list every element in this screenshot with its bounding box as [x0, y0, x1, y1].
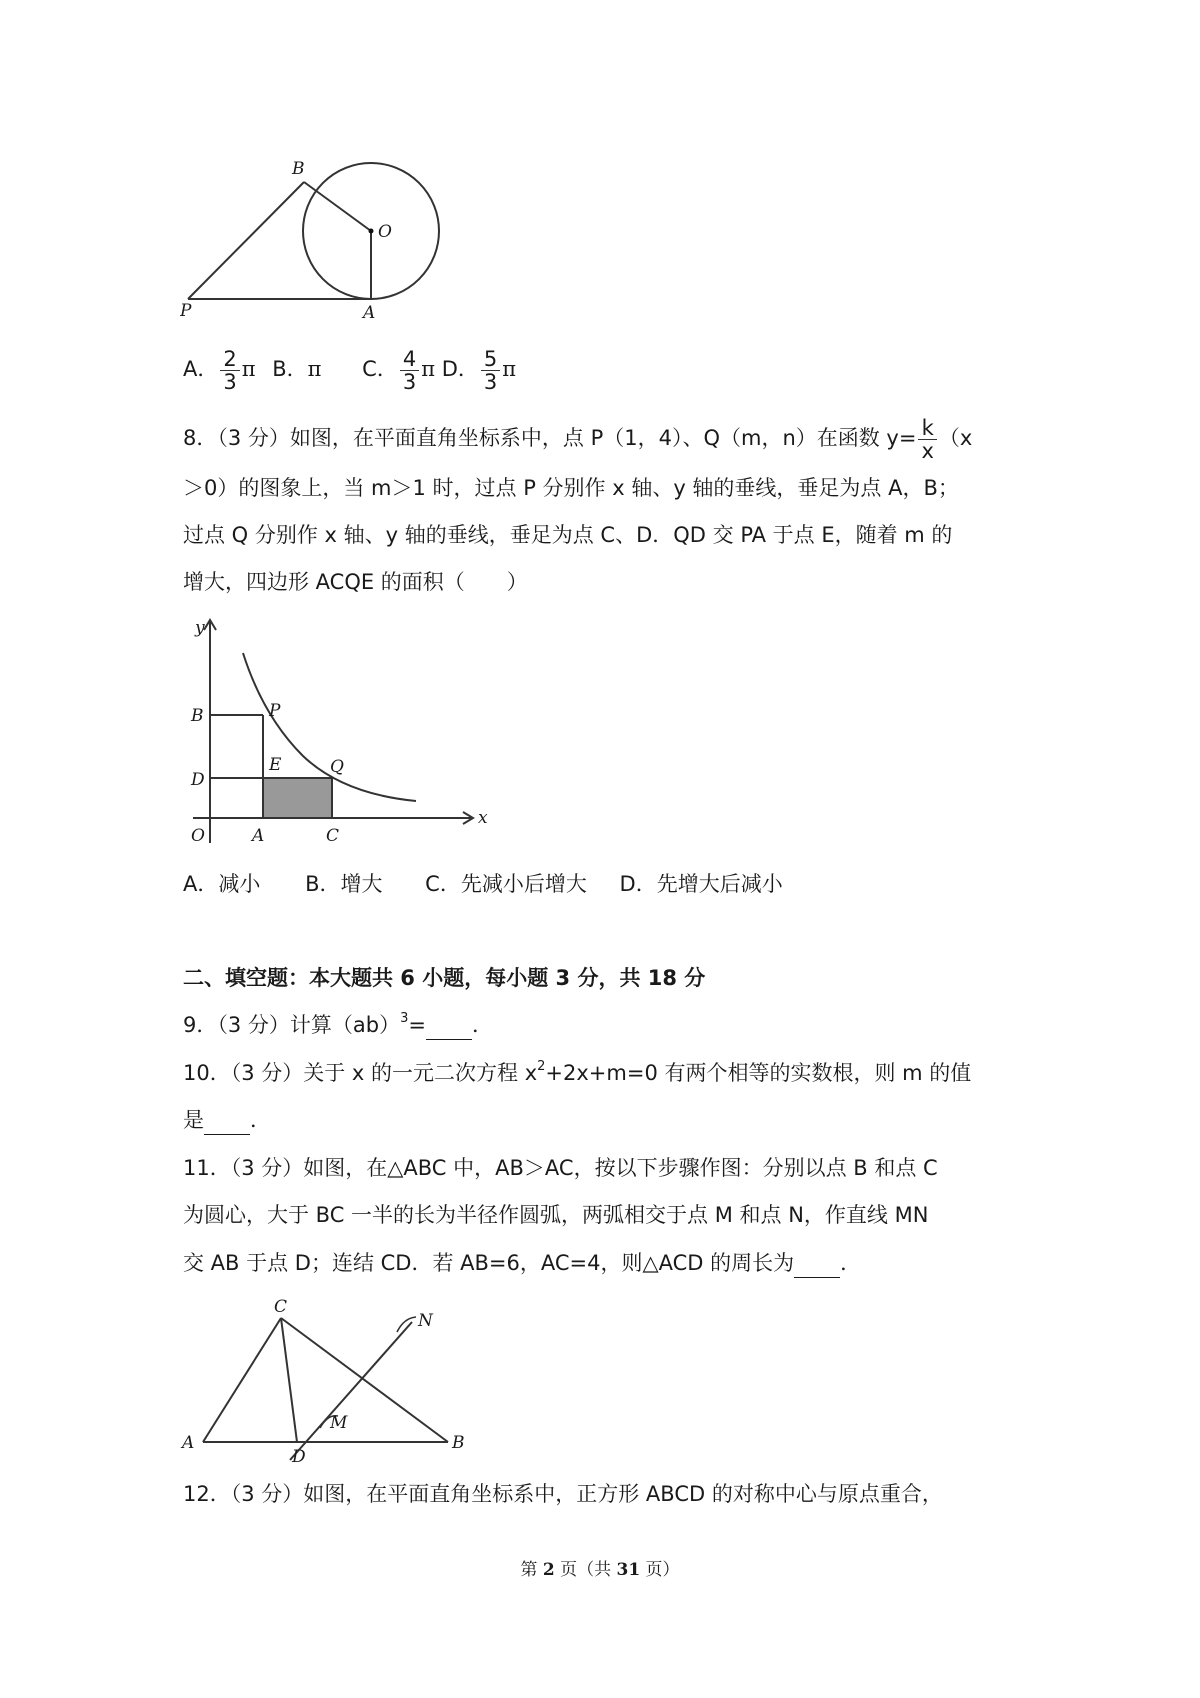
section-2-heading: 二、填空题：本大题共 6 小题，每小题 3 分，共 18 分	[183, 966, 706, 990]
q11-line-2: 为圆心，大于 BC 一半的长为半径作圆弧，两弧相交于点 M 和点 N，作直线 MN	[183, 1203, 929, 1227]
q11-figure	[180, 1292, 480, 1467]
q7-option-a: A． $\frac{2}{3}$ π	[183, 346, 256, 394]
center-point	[369, 229, 374, 234]
label-n: N	[418, 1311, 433, 1331]
label-c: C	[326, 826, 340, 846]
q8-fraction: $\frac{k}{x}$	[918, 417, 936, 462]
q7-option-b: B．π	[272, 357, 322, 381]
arc-mark-n	[397, 1317, 416, 1332]
label-b: B	[191, 706, 204, 726]
radius-ob	[304, 182, 371, 231]
label-a: A	[363, 303, 376, 320]
label-q: Q	[330, 757, 344, 777]
label-x: x	[478, 808, 488, 828]
q8-figure	[183, 608, 503, 848]
label-p: P	[269, 701, 281, 721]
label-d: D	[292, 1447, 306, 1467]
label-b: B	[292, 159, 305, 179]
q10-line-2: 是 ．	[183, 1106, 271, 1135]
side-cb	[281, 1318, 448, 1442]
q11-line-3: 交 AB 于点 D；连结 CD．若 AB=6，AC=4，则△ACD 的周长为 ．	[183, 1249, 861, 1278]
total-pages: 31	[616, 1560, 641, 1580]
q11-line-1: 11．（3 分）如图，在△ABC 中，AB＞AC，按以下步骤作图：分别以点 B 和点 C	[183, 1156, 938, 1180]
q11-blank	[794, 1249, 840, 1278]
q8-option-d: D．先增大后减小	[619, 872, 783, 896]
q8-option-c: C．先减小后增大	[425, 872, 587, 896]
q8-line-2: ＞0）的图象上，当 m＞1 时，过点 P 分别作 x 轴、y 轴的垂线，垂足为点 A，B；	[183, 476, 959, 500]
label-m: M	[330, 1413, 348, 1433]
q7-options	[183, 345, 516, 393]
q8-options	[183, 870, 783, 898]
label-a: A	[182, 1433, 195, 1453]
label-o: O	[191, 826, 205, 846]
q8-option-a: A．减小	[183, 872, 261, 896]
label-d: D	[191, 770, 205, 790]
q12-line-1: 12．（3 分）如图，在平面直角坐标系中，正方形 ABCD 的对称中心与原点重合，	[183, 1482, 943, 1506]
q9: 9．（3 分）计算（ab）$^3$= ．	[183, 1011, 493, 1040]
q8-line-3: 过点 Q 分别作 x 轴、y 轴的垂线，垂足为点 C、D．QD 交 PA 于点 E，随着 m 的	[183, 523, 953, 547]
label-b: B	[452, 1433, 465, 1453]
q10-blank	[204, 1106, 250, 1135]
label-y: y	[195, 618, 205, 638]
label-c: C	[274, 1297, 288, 1317]
q8-line-1: 8．（3 分）如图，在平面直角坐标系中，点 P（1，4）、Q（m，n）在函数 y= $\frac{k}{x}$ （x	[183, 415, 973, 463]
q8-line-4: 增大，四边形 ACQE 的面积（ ）	[183, 570, 528, 594]
q7-option-c: C． $\frac{4}{3}$ π	[362, 346, 436, 394]
shaded-acqe	[263, 778, 332, 818]
label-a: A	[252, 826, 265, 846]
page-footer: 第 2 页（共 31 页）	[520, 1560, 680, 1580]
q8-option-b: B．增大	[305, 872, 383, 896]
q10-line-1: 10．（3 分）关于 x 的一元二次方程 $x^2+2x+m=0$ 有两个相等的实数根，则 m 的值	[183, 1059, 972, 1085]
q7-figure	[180, 150, 460, 320]
line-mn	[290, 1322, 412, 1460]
q7-option-d: D． $\frac{5}{3}$ π	[441, 346, 517, 394]
label-e: E	[269, 755, 282, 775]
page-number: 2	[542, 1560, 555, 1580]
tangent-pb	[188, 182, 304, 299]
segment-cd	[281, 1318, 297, 1442]
q9-blank	[426, 1011, 472, 1040]
label-o: O	[378, 222, 392, 242]
side-ac	[203, 1318, 281, 1442]
label-p: P	[180, 301, 192, 320]
